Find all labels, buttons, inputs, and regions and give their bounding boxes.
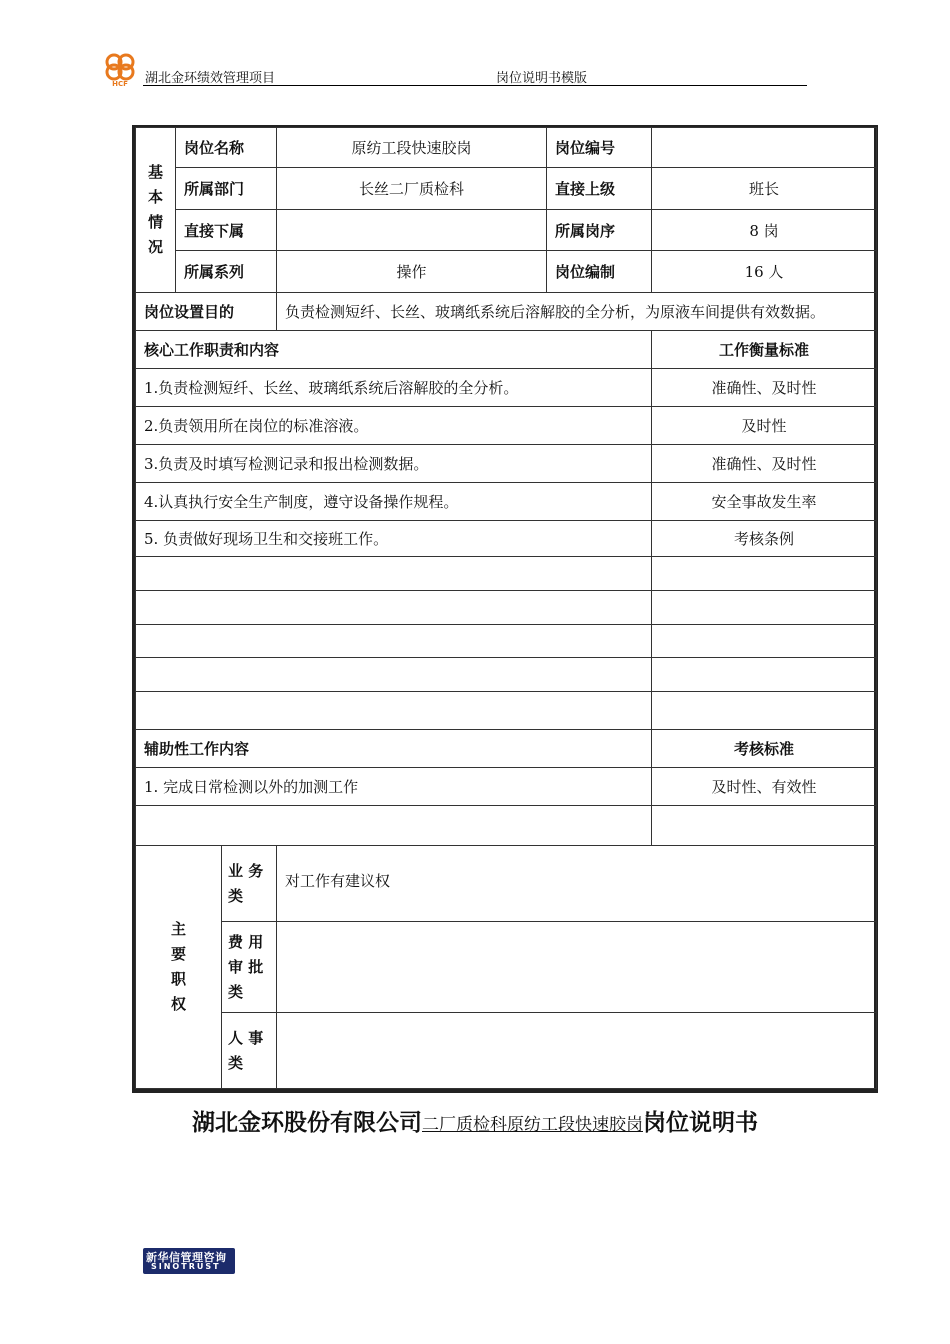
value-department: 长丝二厂质检科	[277, 168, 547, 210]
core-duty: 2.负责领用所在岗位的标准溶液。	[136, 407, 652, 445]
empty-row	[136, 591, 877, 625]
core-standard: 准确性、及时性	[652, 445, 877, 483]
table-row	[136, 483, 877, 521]
document-title	[0, 1104, 950, 1137]
aux-duty: 1. 完成日常检测以外的加测工作	[136, 768, 652, 806]
empty-row	[136, 806, 877, 846]
table-row	[136, 369, 877, 407]
label-purpose: 岗位设置目的	[136, 293, 277, 331]
header-rule	[143, 85, 807, 86]
value-supervisor: 班长	[652, 168, 877, 210]
label-headcount: 岗位编制	[547, 251, 652, 293]
power-personnel-text	[277, 1013, 877, 1089]
value-purpose: 负责检测短纤、长丝、玻璃纸系统后溶解胶的全分析，为原液车间提供有效数据。	[277, 293, 877, 331]
label-series: 所属系列	[176, 251, 277, 293]
sinotrust-logo	[143, 1248, 235, 1274]
basic-section-label: 基本情况	[136, 128, 176, 293]
label-post-name: 岗位名称	[176, 128, 277, 168]
svg-text:HCF: HCF	[112, 80, 128, 88]
value-post-name: 原纺工段快速胶岗	[277, 128, 547, 168]
core-standard-header: 工作衡量标准	[652, 331, 877, 369]
label-post-code: 岗位编号	[547, 128, 652, 168]
label-supervisor: 直接上级	[547, 168, 652, 210]
core-standard: 考核条例	[652, 521, 877, 557]
aux-duties-header: 辅助性工作内容	[136, 730, 652, 768]
empty-row	[136, 692, 877, 730]
table-row	[136, 768, 877, 806]
power-type-expense: 费 用 审 批 类	[222, 922, 277, 1013]
core-duty: 3.负责及时填写检测记录和报出检测数据。	[136, 445, 652, 483]
value-headcount: 16 人	[652, 251, 877, 293]
header-project: 湖北金环绩效管理项目	[145, 71, 276, 86]
label-post-rank: 所属岗序	[547, 210, 652, 251]
value-series: 操作	[277, 251, 547, 293]
power-type-business: 业 务 类	[222, 846, 277, 922]
page-header	[100, 52, 806, 86]
aux-standard-header: 考核标准	[652, 730, 877, 768]
core-duty: 4.认真执行安全生产制度，遵守设备操作规程。	[136, 483, 652, 521]
footer-logo-cn: 新华信管理咨询	[146, 1251, 227, 1264]
power-expense-text	[277, 922, 877, 1013]
empty-row	[136, 658, 877, 692]
core-standard: 安全事故发生率	[652, 483, 877, 521]
core-standard: 及时性	[652, 407, 877, 445]
table-row	[136, 407, 877, 445]
core-standard: 准确性、及时性	[652, 369, 877, 407]
title-suffix: 岗位说明书	[643, 1110, 758, 1136]
power-type-personnel: 人 事 类	[222, 1013, 277, 1089]
label-subordinate: 直接下属	[176, 210, 277, 251]
value-post-code	[652, 128, 877, 168]
power-business-text: 对工作有建议权	[277, 846, 877, 922]
empty-row	[136, 625, 877, 658]
table-row	[136, 521, 877, 557]
powers-section-label: 主要职权	[136, 846, 222, 1089]
value-post-rank: 8 岗	[652, 210, 877, 251]
job-description-table	[135, 127, 877, 1089]
value-subordinate	[277, 210, 547, 251]
title-company: 湖北金环股份有限公司	[192, 1110, 422, 1136]
hcf-logo-icon	[100, 52, 140, 88]
footer-logo-en: SINOTRUST	[151, 1262, 221, 1271]
core-duty: 1.负责检测短纤、长丝、玻璃纸系统后溶解胶的全分析。	[136, 369, 652, 407]
core-duty: 5. 负责做好现场卫生和交接班工作。	[136, 521, 652, 557]
core-duties-header: 核心工作职责和内容	[136, 331, 652, 369]
header-doc-type: 岗位说明书模版	[496, 71, 588, 86]
table-row	[136, 445, 877, 483]
empty-row	[136, 557, 877, 591]
title-position: 二厂质检科原纺工段快速胶岗	[422, 1115, 643, 1135]
label-department: 所属部门	[176, 168, 277, 210]
aux-standard: 及时性、有效性	[652, 768, 877, 806]
